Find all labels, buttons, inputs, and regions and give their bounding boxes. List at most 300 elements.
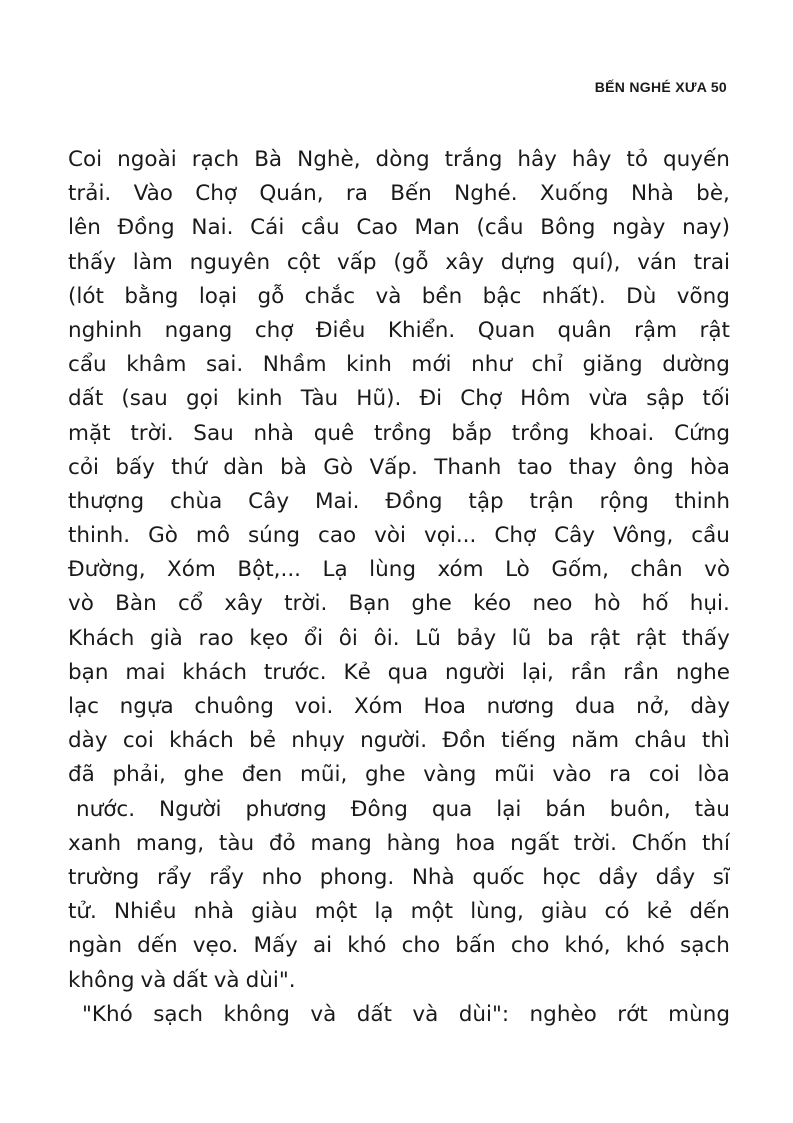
word: sập xyxy=(646,386,685,412)
word: khách xyxy=(182,659,247,685)
word: vừa xyxy=(588,386,629,412)
word: tỏ xyxy=(626,147,648,172)
word: vọi... xyxy=(424,523,477,549)
word: cột xyxy=(286,249,321,275)
word: cầu xyxy=(691,523,730,549)
word: rẩy xyxy=(209,864,245,890)
word: đen xyxy=(241,762,283,788)
word: Bột,... xyxy=(237,557,301,583)
text-line xyxy=(68,485,730,519)
word: Mai. xyxy=(314,488,360,514)
word: hụi. xyxy=(689,591,730,617)
word: quyến xyxy=(663,147,730,172)
word: học xyxy=(542,864,581,890)
word: trai xyxy=(693,249,730,275)
word: Bà xyxy=(254,147,283,172)
word: Gò xyxy=(323,454,354,480)
word: dường xyxy=(662,352,730,378)
word: hây xyxy=(517,147,557,172)
word: xây xyxy=(224,591,263,617)
word: Lò xyxy=(505,557,530,583)
word: nghinh xyxy=(68,317,143,343)
word: kinh xyxy=(236,386,283,412)
word: bè, xyxy=(696,181,730,207)
text-line xyxy=(68,929,730,963)
text-line xyxy=(68,690,730,724)
word: trải. xyxy=(68,181,112,207)
word: Thanh xyxy=(434,454,502,480)
word: và xyxy=(310,1001,337,1027)
word: cẩu xyxy=(68,352,107,378)
word: gọi xyxy=(185,386,219,412)
word: Cây xyxy=(554,523,596,549)
word: Man xyxy=(414,215,460,241)
word: Điều xyxy=(315,317,366,343)
word: kéo xyxy=(473,591,512,617)
word: dòng xyxy=(375,147,430,172)
word: châu xyxy=(634,728,687,754)
word: Vào xyxy=(133,181,173,207)
word: gỗ xyxy=(257,283,285,309)
word: Chợ xyxy=(494,523,537,549)
word: Bạn xyxy=(348,591,391,617)
word: thinh. xyxy=(68,523,131,549)
word: hây xyxy=(571,147,612,172)
word: hoa xyxy=(455,830,496,856)
word: "Khó xyxy=(82,1001,133,1027)
word: tử. xyxy=(68,899,97,925)
word: khách xyxy=(169,728,234,754)
word: chân xyxy=(630,557,683,583)
word: Nghé. xyxy=(454,181,518,207)
word: ổi xyxy=(303,625,324,651)
word: tiếng xyxy=(501,728,556,754)
word: phải, xyxy=(112,762,166,788)
word: (gỗ xyxy=(393,249,429,275)
word: Chốn xyxy=(631,830,688,856)
word: trồng xyxy=(511,420,570,446)
word: ván xyxy=(637,249,677,275)
word: khoai. xyxy=(589,420,655,446)
word: bà xyxy=(280,454,307,480)
word: Vông, xyxy=(612,523,674,549)
word: ôi. xyxy=(373,625,400,651)
text-line xyxy=(68,998,730,1032)
word: dày xyxy=(690,694,730,719)
word: rật xyxy=(635,625,667,651)
word: cho xyxy=(510,933,550,959)
word: quốc xyxy=(472,864,525,890)
word: thấy xyxy=(68,249,116,275)
word: trường xyxy=(68,864,140,890)
word: Sau xyxy=(193,420,234,446)
word: tàu xyxy=(694,796,730,822)
word: Cao xyxy=(356,215,398,241)
text-line xyxy=(68,861,730,895)
word: thứ xyxy=(171,454,207,480)
word: mặt xyxy=(68,420,111,446)
word: chắc xyxy=(304,283,356,309)
word: Bến xyxy=(390,181,432,207)
word: hố xyxy=(641,591,669,617)
word: Đồn xyxy=(442,728,486,754)
text-line xyxy=(68,348,730,382)
word: quê xyxy=(313,420,355,446)
word: dất xyxy=(172,967,208,993)
word: trận xyxy=(529,488,574,514)
word: lạc xyxy=(68,694,99,719)
word: Đi xyxy=(419,386,443,412)
word: Đông xyxy=(350,796,408,822)
word: tập xyxy=(468,488,504,514)
word: qua xyxy=(431,796,473,822)
word: Gốm, xyxy=(551,557,609,583)
word: (lót xyxy=(68,283,104,309)
text-line xyxy=(68,382,730,416)
word: rộng xyxy=(599,488,649,514)
word: trời. xyxy=(573,830,618,856)
word: vàng xyxy=(423,762,477,788)
word: sạch xyxy=(153,1001,204,1027)
text-line xyxy=(68,519,730,553)
word: trước. xyxy=(263,659,327,685)
word: sai. xyxy=(205,352,244,378)
word: bán xyxy=(545,796,586,822)
word: mai xyxy=(125,659,166,685)
word: chợ xyxy=(254,317,294,343)
word: giàu xyxy=(541,899,588,925)
text-line xyxy=(68,724,730,758)
word: không xyxy=(68,967,135,993)
word: Đường, xyxy=(68,557,146,583)
text-line xyxy=(68,553,730,587)
word: Cây xyxy=(248,488,290,514)
word: kẹo xyxy=(249,625,289,651)
word: (sau xyxy=(121,386,168,412)
word: Bàn xyxy=(115,591,157,617)
word: nhà xyxy=(193,899,235,925)
word: mô xyxy=(195,523,230,549)
word: ghe xyxy=(411,591,452,617)
word: Lạ xyxy=(322,557,348,583)
word: Khách xyxy=(68,625,135,651)
word: Vấp. xyxy=(369,454,418,480)
word: lạ xyxy=(374,899,394,925)
word: rẩy xyxy=(156,864,192,890)
word: thí xyxy=(701,830,730,856)
word: lên xyxy=(68,215,101,241)
word: Xóm xyxy=(167,557,216,583)
text-line xyxy=(68,793,730,827)
word: có xyxy=(604,899,630,925)
word: ghe xyxy=(183,762,225,788)
text-line xyxy=(68,758,730,792)
word: neo xyxy=(532,591,573,617)
word: dầy xyxy=(655,864,696,890)
word: rật xyxy=(589,625,621,651)
word: người. xyxy=(360,728,428,754)
word: bắp xyxy=(451,420,492,446)
word: trồng xyxy=(373,420,432,446)
word: Bông xyxy=(540,215,596,241)
word: Đồng xyxy=(385,488,443,514)
word: mang xyxy=(310,830,372,856)
word: nguyên xyxy=(189,249,271,275)
body-text xyxy=(68,143,730,1032)
word: lòa xyxy=(697,762,730,788)
word: Cái xyxy=(250,215,285,241)
word: lùng, xyxy=(470,899,524,925)
word: vẹo. xyxy=(192,933,239,959)
word: và xyxy=(375,283,402,309)
word: ra xyxy=(609,762,632,788)
word: Đồng xyxy=(117,215,175,241)
word: sĩ xyxy=(712,864,730,890)
word: kẻ xyxy=(646,899,673,925)
word: mũi, xyxy=(299,762,348,788)
word: Tàu xyxy=(300,386,339,412)
word: quân xyxy=(557,317,612,343)
word: phong. xyxy=(319,864,395,890)
word: hòa xyxy=(689,454,730,480)
word: đỏ xyxy=(268,830,296,856)
word: năm xyxy=(571,728,620,754)
word: hàng xyxy=(386,830,441,856)
word: ngất xyxy=(510,830,560,856)
word: dàn xyxy=(223,454,264,480)
word: nghe xyxy=(675,659,730,685)
word: nhụy xyxy=(291,728,345,754)
word: Cứng xyxy=(674,420,730,446)
word: rao xyxy=(198,625,234,651)
text-line xyxy=(68,622,730,656)
word: Hoa xyxy=(423,694,466,719)
word: Nhầm xyxy=(262,352,327,378)
word: coi xyxy=(648,762,680,788)
word: tàu xyxy=(218,830,255,856)
word: dùi". xyxy=(245,967,296,993)
word: Xóm xyxy=(353,694,403,719)
word: dất xyxy=(68,386,104,412)
word: vấp xyxy=(337,249,377,275)
word: Mấy xyxy=(253,933,298,959)
word: một xyxy=(314,899,358,925)
word: Quan xyxy=(477,317,536,343)
word: ngựa xyxy=(119,694,174,719)
word: ba xyxy=(547,625,574,651)
word: bấy xyxy=(115,454,155,480)
word: và xyxy=(140,967,167,993)
word: quí), xyxy=(572,249,621,275)
word: vào xyxy=(552,762,592,788)
text-line xyxy=(68,587,730,621)
word: thay xyxy=(568,454,617,480)
word: Lũ xyxy=(415,625,441,651)
word: vòi xyxy=(374,523,407,549)
word: rần xyxy=(623,659,659,685)
word: khó xyxy=(625,933,665,959)
word: bằng xyxy=(124,283,179,309)
word: nhất). xyxy=(541,283,606,309)
word: ngang xyxy=(164,317,233,343)
word: Hũ). xyxy=(356,386,402,412)
text-line xyxy=(68,451,730,485)
word: ngoài xyxy=(117,147,177,172)
word: Gò xyxy=(148,523,178,549)
text-line xyxy=(68,211,730,245)
word: nở, xyxy=(636,694,670,719)
word: một xyxy=(410,899,454,925)
text-line xyxy=(68,280,730,314)
text-line xyxy=(68,417,730,451)
word: thì xyxy=(701,728,730,754)
word: Xuống xyxy=(539,181,609,207)
word: chỉ xyxy=(531,352,563,378)
word: bảy xyxy=(456,625,497,651)
word: vò xyxy=(68,591,94,617)
word: chùa xyxy=(170,488,223,514)
word: bền xyxy=(421,283,463,309)
paragraph-end-line xyxy=(68,964,730,998)
text-line xyxy=(68,827,730,861)
word: mũi xyxy=(494,762,535,788)
word: như xyxy=(471,352,512,378)
word: rậm xyxy=(634,317,678,343)
word: trời. xyxy=(130,420,174,446)
text-line xyxy=(68,895,730,929)
word: cỏi xyxy=(68,454,99,480)
word: nước. xyxy=(76,796,136,822)
word: dến xyxy=(689,899,730,925)
word: bạn xyxy=(68,659,109,685)
word: bấn xyxy=(455,933,496,959)
word: rạch xyxy=(191,147,240,172)
text-line xyxy=(68,143,730,177)
word: dến xyxy=(137,933,178,959)
word: nay) xyxy=(682,215,730,241)
word: Chợ xyxy=(460,386,503,412)
word: nghèo xyxy=(529,1001,597,1027)
word: rật xyxy=(699,317,730,343)
running-header: BẾN NGHÉ XƯA 50 xyxy=(594,79,727,95)
word: chuông xyxy=(194,694,274,719)
word: khó, xyxy=(564,933,611,959)
word: võng xyxy=(676,283,730,309)
word: súng xyxy=(247,523,301,549)
word: tối xyxy=(702,386,730,412)
word: coi xyxy=(122,728,154,754)
word: ngày xyxy=(612,215,666,241)
word: dất xyxy=(356,1001,392,1027)
word: tao xyxy=(517,454,553,480)
word: thinh xyxy=(674,488,730,514)
word: khó xyxy=(347,933,387,959)
word: cao xyxy=(318,523,357,549)
word: xanh xyxy=(68,830,122,856)
word: ôi xyxy=(338,625,358,651)
word: Kẻ xyxy=(343,659,371,685)
word: Nhà xyxy=(630,181,674,207)
word: dầy xyxy=(598,864,638,890)
word: voi. xyxy=(294,694,334,719)
word: đã xyxy=(68,762,95,788)
word: khâm xyxy=(126,352,187,378)
word: rớt xyxy=(617,1001,648,1027)
word: lũ xyxy=(511,625,532,651)
word: buôn, xyxy=(609,796,671,822)
word: bậc xyxy=(482,283,522,309)
word: dua xyxy=(574,694,616,719)
word: Dù xyxy=(626,283,657,309)
word: Nhiều xyxy=(113,899,177,925)
word: mang, xyxy=(135,830,205,856)
word: Quán, xyxy=(259,181,324,207)
word: già xyxy=(150,625,183,651)
word: không xyxy=(223,1001,290,1027)
word: thấy xyxy=(681,625,730,651)
text-line xyxy=(68,314,730,348)
word: Coi xyxy=(68,147,103,172)
word: Khiển. xyxy=(387,317,456,343)
word: xây xyxy=(445,249,484,275)
text-line xyxy=(68,177,730,211)
word: sạch xyxy=(680,933,730,959)
word: và xyxy=(412,1001,439,1027)
word: lại, xyxy=(521,659,554,685)
word: lùng xyxy=(369,557,416,583)
word: nho xyxy=(261,864,303,890)
word: kinh xyxy=(346,352,392,378)
word: lại xyxy=(496,796,522,822)
word: Chợ xyxy=(195,181,238,207)
word: vò xyxy=(704,557,730,583)
word: ra xyxy=(345,181,368,207)
word: dày xyxy=(68,728,108,754)
word: dựng xyxy=(500,249,556,275)
word: người xyxy=(445,659,506,685)
word: bẻ xyxy=(249,728,276,754)
word: Nai. xyxy=(191,215,234,241)
word: ngàn xyxy=(68,933,123,959)
word: mới xyxy=(411,352,452,378)
word: giăng xyxy=(582,352,643,378)
word: cổ xyxy=(177,591,203,617)
word: Người xyxy=(159,796,222,822)
word: nương xyxy=(486,694,555,719)
word: qua xyxy=(387,659,429,685)
word: loại xyxy=(198,283,238,309)
word: Nhà xyxy=(411,864,455,890)
text-line xyxy=(68,246,730,280)
word: và xyxy=(213,967,240,993)
word: hò xyxy=(593,591,621,617)
word: cho xyxy=(401,933,441,959)
word: nhà xyxy=(253,420,294,446)
word: dùi": xyxy=(458,1001,510,1027)
word: thượng xyxy=(68,488,145,514)
text-line xyxy=(68,656,730,690)
word: làm xyxy=(132,249,173,275)
word: rần xyxy=(570,659,607,685)
word: ghe xyxy=(365,762,406,788)
word: Nghè, xyxy=(297,147,361,172)
word: giàu xyxy=(251,899,298,925)
word: phương xyxy=(245,796,327,822)
word: (cầu xyxy=(476,215,524,241)
word: ông xyxy=(633,454,674,480)
word: ai xyxy=(312,933,333,959)
word: cầu xyxy=(301,215,340,241)
